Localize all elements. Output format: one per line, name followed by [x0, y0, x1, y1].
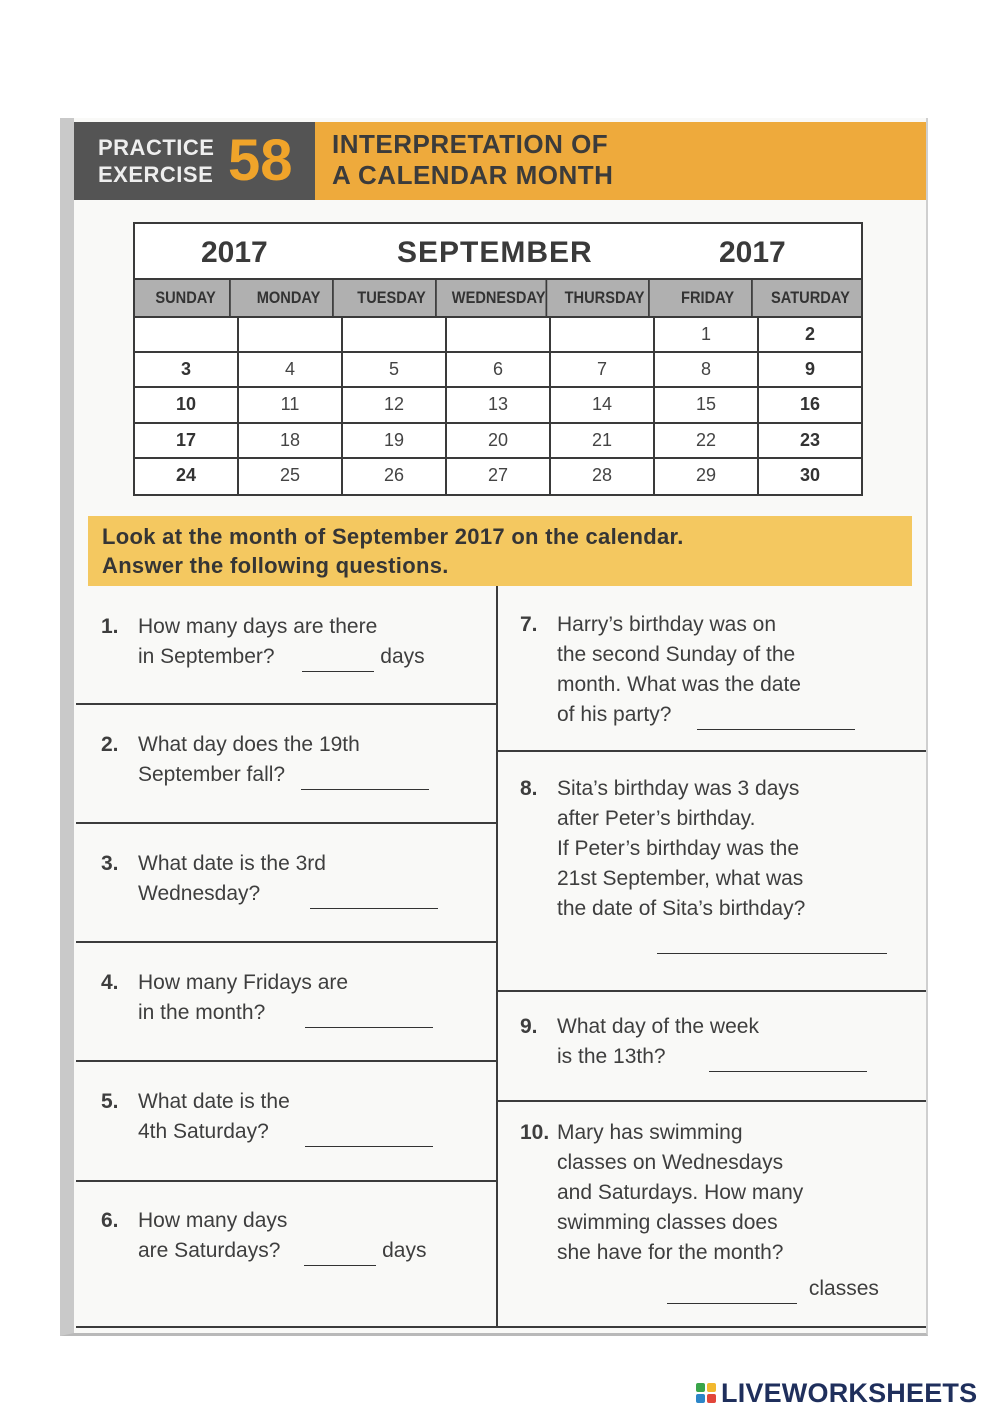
row-divider — [498, 1100, 926, 1102]
calendar-date-cell: 15 — [655, 388, 759, 421]
calendar-weekday-row — [135, 278, 861, 318]
row-divider — [76, 941, 496, 943]
calendar-date-cell — [239, 318, 343, 351]
answer-unit: classes — [808, 1277, 879, 1300]
calendar-date-cell: 21 — [551, 424, 655, 457]
calendar-week-row — [135, 424, 861, 459]
answer-blank[interactable] — [697, 708, 855, 730]
question-text: If Peter’s birthday was the — [557, 837, 800, 860]
instruction-line-2: Answer the following questions. — [102, 553, 449, 578]
calendar-week-row — [135, 353, 861, 388]
question-text: What day does the 19th — [138, 733, 360, 756]
question-7 — [520, 610, 920, 745]
calendar-date-cell — [551, 318, 655, 351]
question-8 — [520, 774, 920, 984]
weekday-header: THURSDAY — [562, 280, 650, 316]
calendar-date-cell: 19 — [343, 424, 447, 457]
question-text: month. What was the date — [557, 673, 801, 696]
calendar-year-left: 2017 — [201, 236, 268, 269]
calendar-date-cell: 9 — [804, 359, 815, 380]
weekday-header: SUNDAY — [142, 280, 230, 316]
answer-blank[interactable] — [304, 1244, 376, 1266]
bottom-border — [76, 1326, 926, 1328]
weekday-header: WEDNESDAY — [451, 280, 546, 316]
question-text: are Saturdays? — [138, 1239, 281, 1262]
row-divider — [76, 822, 496, 824]
question-text: How many Fridays are — [138, 971, 349, 994]
exercise-number: 58 — [228, 128, 293, 193]
instruction-line-1: Look at the month of September 2017 on the calendar. — [102, 524, 684, 549]
calendar-month: SEPTEMBER — [397, 236, 593, 269]
calendar-date-cell: 20 — [447, 424, 551, 457]
calendar-date-cell: 25 — [239, 459, 343, 494]
liveworksheets-icon — [696, 1383, 718, 1405]
calendar-date-cell: 26 — [343, 459, 447, 494]
question-9 — [520, 1012, 920, 1092]
question-text: Sita’s birthday was 3 days — [557, 777, 800, 800]
instructions — [102, 522, 684, 580]
question-number: 5. — [101, 1090, 119, 1113]
calendar-date-cell — [447, 318, 551, 351]
question-number: 4. — [101, 971, 119, 994]
answer-blank[interactable] — [301, 768, 429, 790]
practice-exercise-label — [98, 134, 214, 188]
question-6 — [101, 1206, 491, 1286]
answer-blank[interactable] — [302, 650, 374, 672]
weekday-header: SATURDAY — [771, 288, 850, 307]
question-text: What day of the week — [557, 1015, 759, 1038]
liveworksheets-text: LIVEWORKSHEETS — [721, 1378, 978, 1408]
calendar-date-cell: 29 — [655, 459, 759, 494]
question-number: 7. — [520, 613, 538, 636]
calendar-date-cell: 13 — [447, 388, 551, 421]
calendar-week-row — [135, 318, 861, 353]
calendar-date-cell: 6 — [447, 353, 551, 386]
question-text: How many days are there — [138, 615, 378, 638]
calendar-date-cell: 17 — [135, 424, 239, 457]
calendar-date-cell: 3 — [135, 353, 239, 386]
question-number: 6. — [101, 1209, 119, 1232]
question-text: and Saturdays. How many — [557, 1181, 804, 1204]
question-4 — [101, 968, 491, 1048]
answer-unit: days — [382, 1239, 427, 1262]
question-text: Wednesday? — [138, 882, 261, 905]
calendar-week-row — [135, 388, 861, 423]
question-text: Mary has swimming — [557, 1121, 743, 1144]
question-number: 2. — [101, 733, 119, 756]
calendar-date-cell: 27 — [447, 459, 551, 494]
page-title — [332, 129, 613, 191]
calendar-week-row — [135, 459, 861, 494]
calendar-date-cell: 7 — [551, 353, 655, 386]
question-text: What date is the — [138, 1090, 290, 1113]
question-number: 1. — [101, 615, 119, 638]
question-10 — [520, 1118, 920, 1318]
question-text: in September? — [138, 645, 275, 668]
question-3 — [101, 849, 491, 929]
calendar-date-cell: 10 — [135, 388, 239, 421]
answer-blank[interactable] — [709, 1050, 867, 1072]
question-text: of his party? — [557, 703, 672, 726]
calendar-date-cell: 14 — [551, 388, 655, 421]
calendar-date-cell: 4 — [239, 353, 343, 386]
calendar-date-cell: 16 — [799, 394, 821, 415]
question-1 — [101, 612, 491, 692]
answer-blank[interactable] — [667, 1282, 797, 1304]
question-text: she have for the month? — [557, 1241, 784, 1264]
question-text: is the 13th? — [557, 1045, 666, 1068]
title-line-1: INTERPRETATION OF — [332, 129, 609, 159]
calendar — [133, 222, 863, 496]
calendar-date-cell: 1 — [655, 318, 759, 351]
row-divider — [498, 750, 926, 752]
calendar-date-cell: 22 — [655, 424, 759, 457]
calendar-header — [135, 224, 861, 278]
liveworksheets-logo — [696, 1378, 977, 1409]
calendar-date-cell: 12 — [343, 388, 447, 421]
question-text: September fall? — [138, 763, 286, 786]
exercise-label: EXERCISE — [98, 162, 214, 187]
practice-label: PRACTICE — [98, 135, 215, 160]
title-line-2: A CALENDAR MONTH — [332, 160, 614, 190]
weekday-header: TUESDAY — [348, 280, 436, 316]
question-number: 8. — [520, 777, 538, 800]
row-divider — [498, 990, 926, 992]
question-number: 10. — [520, 1121, 550, 1144]
calendar-date-cell: 2 — [804, 324, 815, 344]
question-number: 3. — [101, 852, 119, 875]
weekday-header: FRIDAY — [665, 280, 753, 316]
calendar-date-cell: 24 — [135, 459, 239, 494]
question-text: swimming classes does — [557, 1211, 778, 1234]
question-text: Harry’s birthday was on — [557, 613, 777, 636]
calendar-date-cell — [343, 318, 447, 351]
question-text: 4th Saturday? — [138, 1120, 269, 1143]
answer-blank[interactable] — [657, 932, 887, 954]
question-text: in the month? — [138, 1001, 266, 1024]
question-text: How many days — [138, 1209, 288, 1232]
answer-unit: days — [380, 645, 425, 668]
question-text: classes on Wednesdays — [557, 1151, 784, 1174]
column-divider — [496, 586, 498, 1326]
question-text: What date is the 3rd — [138, 852, 326, 875]
row-divider — [76, 703, 496, 705]
question-text: 21st September, what was — [557, 867, 804, 890]
answer-blank[interactable] — [310, 887, 438, 909]
calendar-grid — [135, 318, 861, 494]
row-divider — [76, 1060, 496, 1062]
calendar-date-cell: 18 — [239, 424, 343, 457]
question-text: the date of Sita’s birthday? — [557, 897, 806, 920]
calendar-date-cell: 30 — [799, 464, 821, 485]
calendar-year-right: 2017 — [719, 236, 786, 269]
row-divider — [76, 1180, 496, 1182]
calendar-date-cell: 8 — [655, 353, 759, 386]
question-number: 9. — [520, 1015, 538, 1038]
question-text: after Peter’s birthday. — [557, 807, 756, 830]
calendar-date-cell: 28 — [551, 459, 655, 494]
weekday-header: MONDAY — [245, 280, 333, 316]
calendar-date-cell: 11 — [239, 388, 343, 421]
answer-blank[interactable] — [305, 1006, 433, 1028]
calendar-date-cell: 23 — [799, 429, 821, 450]
calendar-date-cell: 5 — [343, 353, 447, 386]
calendar-date-cell — [135, 318, 239, 351]
question-5 — [101, 1087, 491, 1167]
answer-blank[interactable] — [305, 1125, 433, 1147]
question-text: the second Sunday of the — [557, 643, 796, 666]
question-2 — [101, 730, 491, 810]
